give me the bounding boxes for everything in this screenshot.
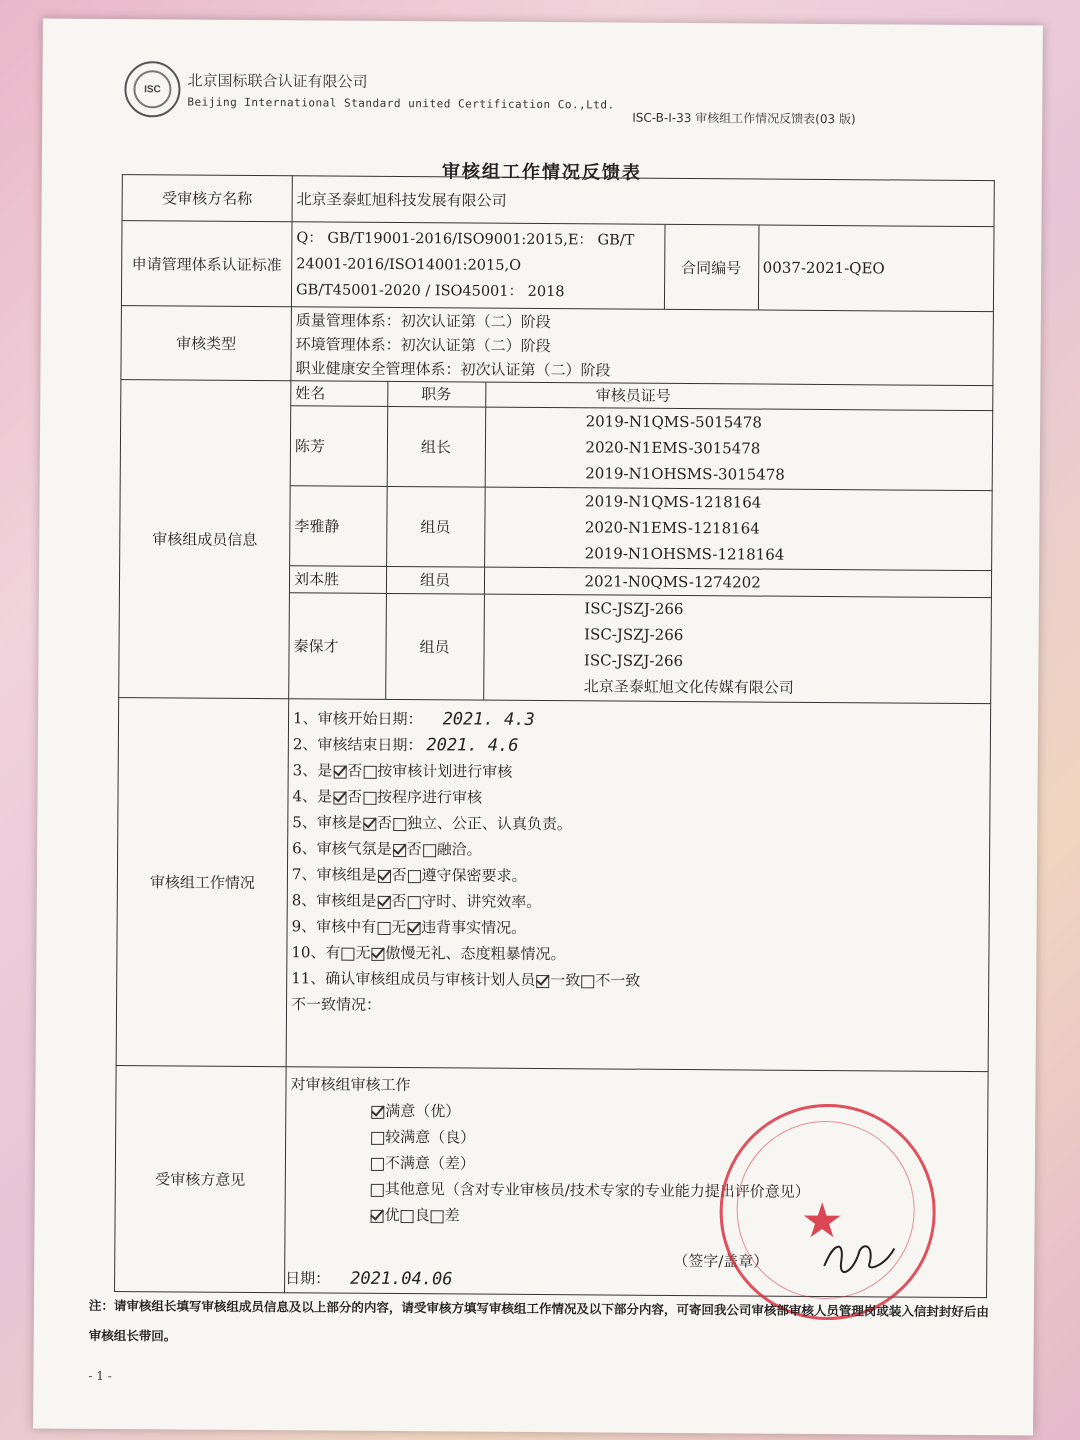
work-item: 10、有 无 傲慢无礼、态度粗暴情况。 [291, 943, 566, 964]
company-name-cn: 北京国标联合认证有限公司 [187, 71, 368, 91]
sign-label: （签字/盖章） [673, 1251, 769, 1271]
checkbox-no[interactable] [407, 896, 420, 909]
checkbox-has[interactable] [341, 947, 354, 960]
company-name-en: Beijing International Standard united Certification Co.,Ltd. [187, 95, 615, 112]
standard-line: Q： GB/T19001-2016/ISO9001:2015,E： GB/T [296, 230, 635, 249]
cert-number: 2020-N1EMS-3015478 [585, 438, 761, 458]
member-name: 陈芳 [291, 405, 388, 486]
member-name: 刘本胜 [290, 565, 386, 593]
checkbox-good[interactable] [401, 1210, 414, 1223]
cert-number: 2021-N0QMS-1274202 [584, 571, 761, 592]
opinion-option: 较满意（良） [290, 1123, 983, 1154]
audit-type-label: 审核类型 [121, 306, 292, 381]
signature [819, 1236, 899, 1277]
opinion-option: 不满意（差） [290, 1149, 983, 1180]
audit-type-value [291, 307, 993, 386]
members-row [119, 380, 993, 704]
document-page [33, 19, 1043, 1436]
member-row [291, 405, 994, 490]
date-label: 日期： [285, 1269, 331, 1288]
standard-value [292, 222, 665, 309]
member-role: 组员 [386, 486, 485, 567]
members-table [289, 381, 993, 703]
member-header-name: 姓名 [291, 381, 387, 406]
member-name: 李雅静 [290, 485, 387, 566]
footnote: 注：请审核组长填写审核组成员信息及以上部分的内容，请受审核方填写审核组工作情况及以下部分内容，可寄回我公司审核部审核人员管理岗或装入信封封好后由审核组长带回。 [88, 1297, 989, 1344]
work-items [286, 699, 991, 1072]
auditee-label: 受审核方名称 [122, 175, 292, 222]
checkbox-yes[interactable] [377, 869, 390, 882]
cert-number: 2019-N1OHSMS-1218164 [584, 544, 785, 564]
checkbox-no[interactable] [363, 765, 376, 778]
page-number: - 1 - [88, 1368, 112, 1384]
checkbox-yes[interactable] [333, 791, 346, 804]
standard-line: 24001-2016/ISO14001:2015,O [296, 256, 522, 274]
cert-number: 2019-N1QMS-5015478 [585, 412, 762, 432]
end-date-value: 2021. 4.6 [426, 735, 519, 756]
member-row [290, 485, 993, 570]
checkbox-yes[interactable] [333, 765, 346, 778]
work-label: 审核组工作情况 [116, 698, 289, 1067]
checkbox-excellent[interactable] [371, 1209, 384, 1222]
work-item: 9、审核中有 无 违背事实情况。 [291, 917, 527, 937]
opinion-label: 受审核方意见 [115, 1066, 287, 1293]
checkbox-no[interactable] [363, 791, 376, 804]
member-certs [484, 567, 992, 598]
cert-number: 2019-N1OHSMS-3015478 [585, 464, 785, 484]
member-header-role: 职务 [387, 382, 485, 407]
work-item: 6、审核气氛是 否 融洽。 [292, 839, 482, 859]
cert-number: ISC-JSZJ-266 [584, 625, 684, 645]
cert-number: 2019-N1QMS-1218164 [585, 492, 762, 512]
auditee-row [122, 175, 994, 227]
standard-row [121, 221, 994, 312]
opinion-heading: 对审核组审核工作 [290, 1075, 411, 1095]
member-certs [483, 594, 992, 704]
work-item: 3、是 否 按审核计划进行审核 [292, 761, 513, 781]
form-code: ISC-B-I-33 审核组工作情况反馈表(03 版) [632, 110, 856, 127]
checkbox-no[interactable] [407, 870, 420, 883]
seal-star-icon: ★ [800, 1192, 844, 1250]
company-seal [719, 1103, 937, 1321]
checkbox-fairly-satisfied[interactable] [371, 1131, 384, 1144]
standard-label: 申请管理体系认证标准 [121, 221, 292, 307]
contract-value: 0037-2021-QEO [762, 258, 885, 278]
company-logo [124, 61, 180, 117]
member-company: 北京圣泰虹旭文化传媒有限公司 [583, 677, 794, 698]
checkbox-poor[interactable] [431, 1210, 444, 1223]
member-role: 组员 [385, 593, 484, 700]
work-item: 5、审核是 否 独立、公正、认真负责。 [292, 813, 572, 834]
member-role: 组长 [387, 406, 486, 487]
audit-type-row [121, 306, 993, 386]
checkbox-no[interactable] [423, 844, 436, 857]
date-value: 2021.04.06 [350, 1268, 453, 1290]
auditee-value: 北京圣泰虹旭科技发展有限公司 [292, 176, 994, 227]
audit-type-line: 质量管理体系：初次认证第（二）阶段 [295, 310, 551, 331]
end-date-label: 2、审核结束日期： [292, 735, 423, 755]
start-date-label: 1、审核开始日期： [292, 709, 423, 729]
member-header-cert: 审核员证号 [485, 383, 993, 411]
member-name: 秦保才 [289, 592, 386, 699]
member-certs [485, 407, 994, 491]
members-label: 审核组成员信息 [119, 380, 291, 699]
cert-number: ISC-JSZJ-266 [584, 599, 684, 619]
checkbox-no[interactable] [393, 817, 406, 830]
opinion-option: 满意（优） [290, 1097, 983, 1128]
checkbox-satisfied[interactable] [371, 1105, 384, 1118]
audit-type-line: 职业健康安全管理体系：初次认证第（二）阶段 [295, 358, 611, 379]
logo-mark: ISC [133, 70, 171, 108]
work-item: 4、是 否 按程序进行审核 [292, 787, 483, 807]
start-date-value: 2021. 4.3 [442, 709, 535, 730]
checkbox-other[interactable] [371, 1183, 384, 1196]
checkbox-yes[interactable] [393, 843, 406, 856]
member-role: 组员 [386, 566, 484, 594]
standard-line: GB/T45001-2020 / ISO45001： 2018 [295, 282, 565, 301]
audit-type-line: 环境管理体系：初次认证第（二）阶段 [295, 334, 551, 355]
work-item: 11、确认审核组成员与审核计划人员 一致 不一致 [291, 969, 641, 990]
checkbox-consistent[interactable] [536, 974, 549, 987]
work-item: 8、审核组是 否 守时、讲究效率。 [291, 891, 542, 912]
checkbox-none[interactable] [407, 922, 420, 935]
cert-number: 2020-N1EMS-1218164 [584, 518, 760, 538]
opinion-option: 其他意见（含对专业审核员/技术专家的专业能力提出评价意见） [290, 1175, 983, 1206]
checkbox-yes[interactable] [377, 895, 390, 908]
member-certs [484, 487, 993, 571]
contract-label: 合同编号 [664, 225, 759, 310]
checkbox-has[interactable] [377, 921, 390, 934]
inconsistent-label: 不一致情况： [290, 995, 382, 1014]
member-row [289, 592, 992, 703]
work-item: 7、审核组是 否 遵守保密要求。 [291, 865, 527, 885]
opinion-date [285, 1265, 453, 1292]
document-title: 审核组工作情况反馈表 [441, 161, 642, 184]
checkbox-inconsistent[interactable] [581, 975, 594, 988]
rating-options: 优 良 差 [290, 1201, 983, 1232]
checkbox-yes[interactable] [363, 817, 376, 830]
cert-number: ISC-JSZJ-266 [583, 651, 684, 671]
checkbox-unsatisfied[interactable] [371, 1157, 384, 1170]
work-row [116, 698, 991, 1072]
checkbox-none[interactable] [371, 947, 384, 960]
